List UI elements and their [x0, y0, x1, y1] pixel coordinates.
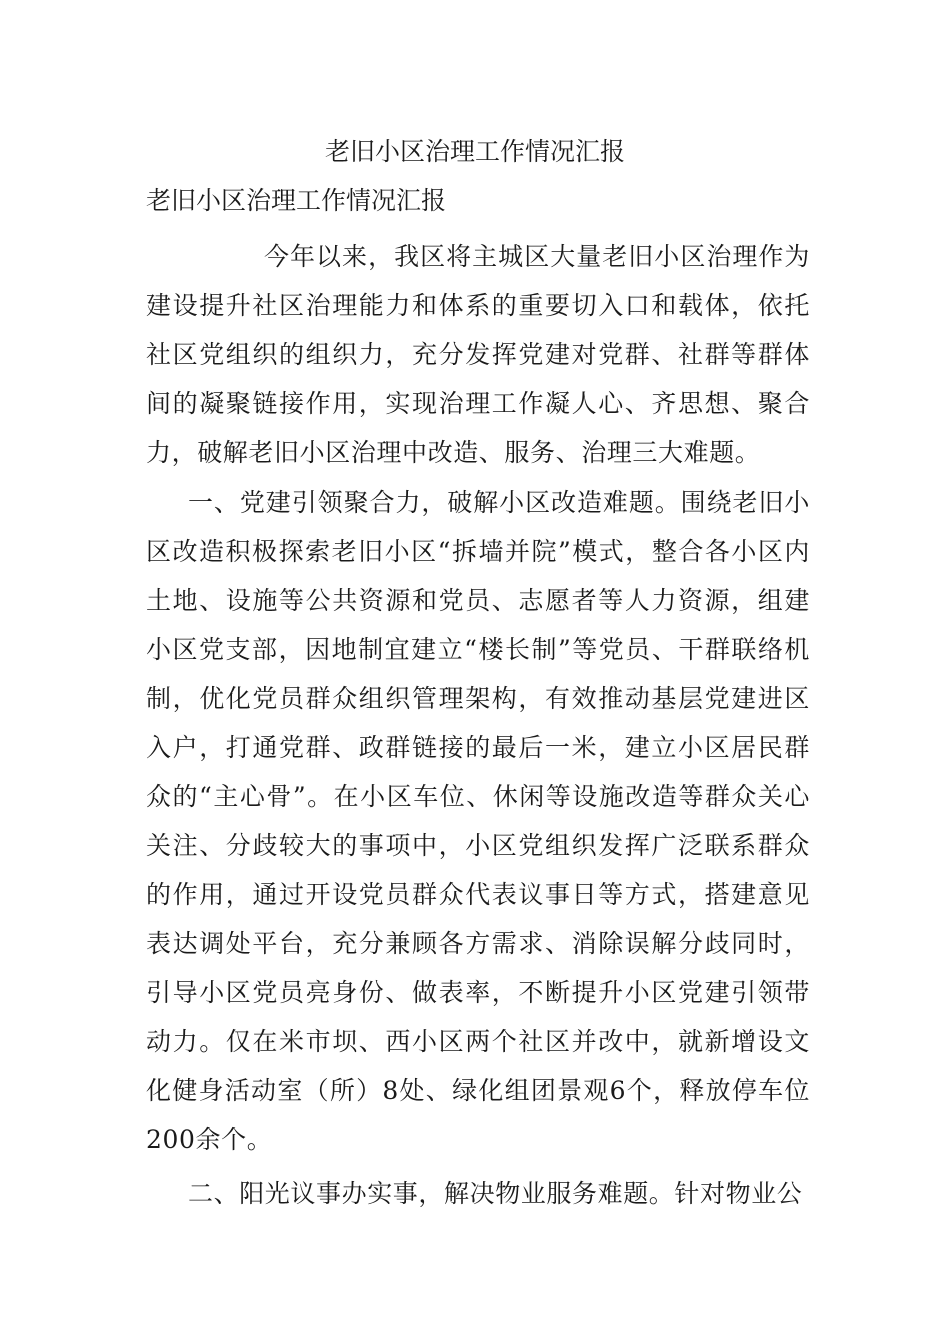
document-title: 老旧小区治理工作情况汇报 — [324, 137, 625, 166]
paragraph-intro: 今年以来，我区将主城区大量老旧小区治理作为建设提升社区治理能力和体系的重要切入口和载体，依托社区党组织的组织力，充分发挥党建对党群、社群等群体间的凝聚链接作用，实现治理工作凝人心、齐思想、聚合力，破解老旧小区治理中改造、服务、治理三大难题。 — [146, 242, 810, 467]
paragraph-section-two: 二、阳光议事办实事，解决物业服务难题。针对物业公 — [188, 1179, 803, 1208]
document-subtitle: 老旧小区治理工作情况汇报 — [146, 186, 447, 215]
document-body — [146, 232, 810, 1218]
paragraph-section-one: 一、党建引领聚合力，破解小区改造难题。围绕老旧小区改造积极探索老旧小区“拆墙并院”模式，整合各小区内土地、设施等公共资源和党员、志愿者等人力资源，组建小区党支部，因地制宜建立“楼长制”等党员、干群联络机制，优化党员群众组织管理架构，有效推动基层党建进区入户，打通党群、政群链接的最后一米，建立小区居民群众的“主心骨”。在小区车位、休闲等设施改造等群众关心关注、分歧较大的事项中，小区党组织发挥广泛联系群众的作用，通过开设党员群众代表议事日等方式，搭建意见表达调处平台，充分兼顾各方需求、消除误解分歧同时，引导小区党员亮身份、做表率，不断提升小区党建引领带动力。仅在米市坝、西小区两个社区并改中，就新增设文化健身活动室（所）8处、绿化组团景观6个，释放停车位200余个。 — [146, 488, 810, 1154]
